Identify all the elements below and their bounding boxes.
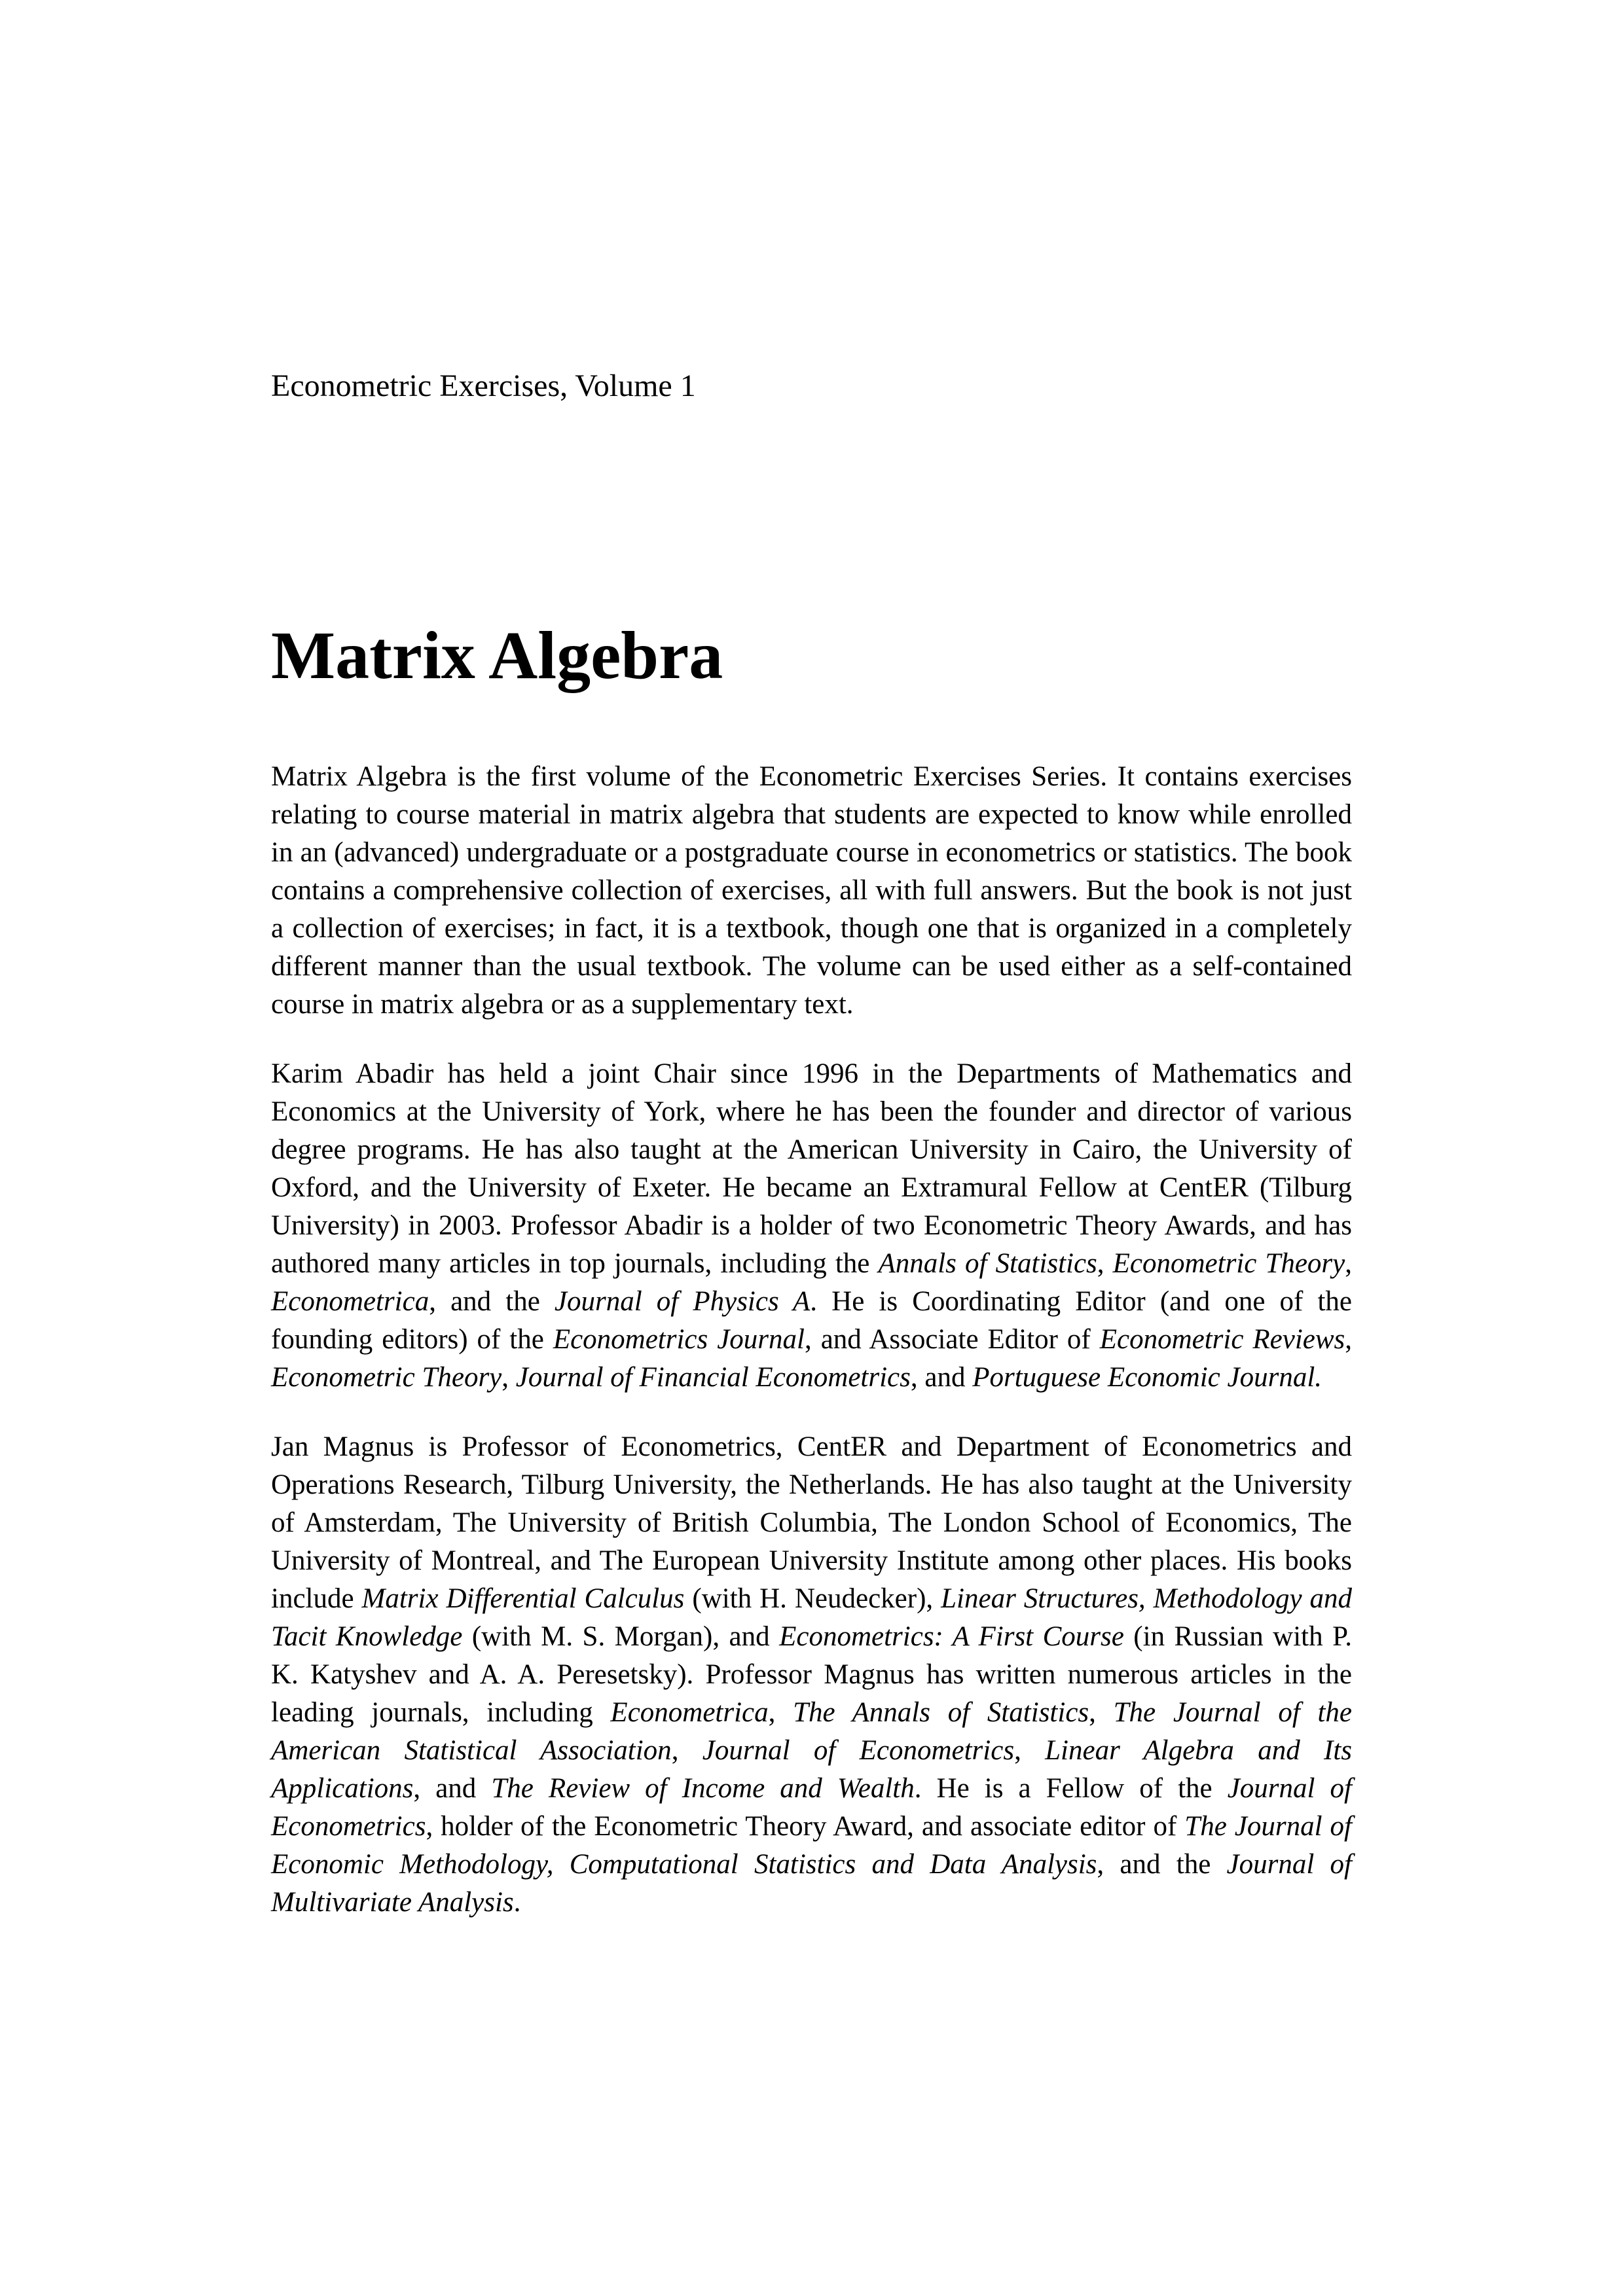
book-title-ref: Econometrics: A First Course [779, 1621, 1124, 1652]
journal-title: Annals of Statistics [878, 1248, 1097, 1279]
journal-title: Journal of Econometrics [702, 1735, 1015, 1766]
journal-title: Portuguese Economic Journal. [972, 1362, 1322, 1393]
author-bio-magnus: Jan Magnus is Professor of Econometrics, CentER and Department of Econometrics and Operations Research, Tilburg University, the Netherlands. He has also taught at the University of Amsterdam, The University of British Columbia, The London School of Economics, The University of Montreal, and The European University Institute among other places. His books include Matrix Differential Calculus (with H. Neudecker), Linear Structures, Methodology and Tacit Knowledge (with M. S. Morgan), and Econometrics: A First Course (in Russian with P. K. Katyshev and A. A. Peresetsky). Professor Magnus has written numerous articles in the leading journals, including Econometrica, The Annals of Statistics, The Journal of the American Statistical Association, Journal of Econometrics, Linear Algebra and Its Applications, and The Review of Income and Wealth. He is a Fellow of the Journal of Econometrics, holder of the Econometric Theory Award, and associate editor of The Journal of Economic Methodology, Computational Statistics and Data Analysis, and the Journal of Multivariate Analysis. [271, 1431, 1353, 1918]
journal-title: Econometric Reviews [1099, 1324, 1345, 1355]
journal-title: Journal of Econometrics [271, 1773, 1353, 1842]
journal-title: The Review of Income and Wealth [491, 1773, 915, 1804]
journal-title: Journal of Financial Econometrics [515, 1362, 911, 1393]
journal-title: Econometric Theory [1112, 1248, 1345, 1279]
book-title-ref: Linear Structures, Methodology and Tacit Knowledge [271, 1583, 1352, 1652]
journal-title: Journal of Multivariate Analysis [271, 1849, 1352, 1918]
series-title: Econometric Exercises, Volume 1 [271, 368, 696, 403]
journal-title: Linear Algebra and Its Applications [271, 1735, 1353, 1804]
journal-title: Econometrica [271, 1286, 429, 1317]
journal-title: The Journal of the American Statistical Association [271, 1697, 1353, 1766]
book-title-ref: Matrix Differential Calculus [361, 1583, 685, 1614]
journal-title: The Journal of Economic Methodology, Computational Statistics and Data Analysis [271, 1811, 1352, 1880]
journal-title: Econometric Theory [271, 1362, 502, 1393]
book-description: Matrix Algebra is the first volume of the Econometric Exercises Series. It contains exercises relating to course material in matrix algebra that students are expected to know while enrolled in an (advanced) undergraduate or a postgraduate course in econometrics or statistics. The book contains a comprehensive collection of exercises, all with full answers. But the book is not just a collection of exercises; in fact, it is a textbook, though one that is organized in a completely different manner than the usual textbook. The volume can be used either as a self-contained course in matrix algebra or as a supplementary text. [271, 761, 1352, 1020]
journal-title: Econometrica [610, 1697, 769, 1728]
journal-title: Journal of Physics A [554, 1286, 811, 1317]
journal-title: The Annals of Statistics [793, 1697, 1089, 1728]
journal-title: Econometrics Journal [553, 1324, 805, 1355]
body-text [271, 758, 1352, 1922]
book-title: Matrix Algebra [271, 618, 723, 693]
author-bio-abadir: Karim Abadir has held a joint Chair since 1996 in the Departments of Mathematics and Economics at the University of York, where he has been the founder and director of various degree programs. He has also taught at the American University in Cairo, the University of Oxford, and the University of Exeter. He became an Extramural Fellow at CentER (Tilburg University) in 2003. Professor Abadir is a holder of two Econometric Theory Awards, and has authored many articles in top journals, including the Annals of Statistics, Econometric Theory, Econometrica, and the Journal of Physics A. He is Coordinating Editor (and one of the founding editors) of the Econometrics Journal, and Associate Editor of Econometric Reviews, Econometric Theory, Journal of Financial Econometrics, and Portuguese Economic Journal. [271, 1058, 1353, 1393]
